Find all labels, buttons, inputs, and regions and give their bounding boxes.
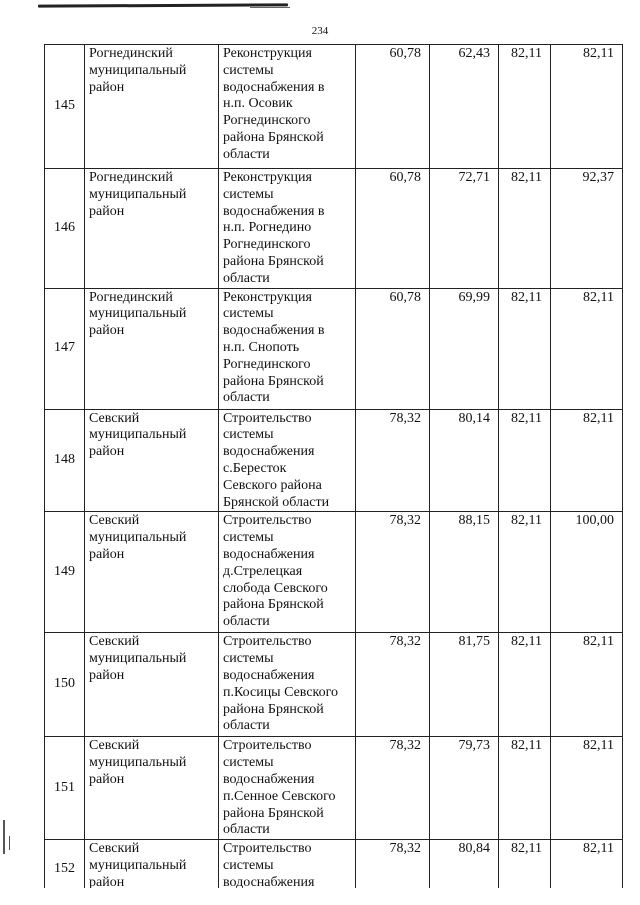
value-cell-3: 82,11	[499, 409, 551, 512]
district-cell: Севский муниципальный район	[85, 840, 219, 888]
row-number-cell: 146	[45, 169, 85, 289]
table-row	[45, 512, 623, 633]
table-row	[45, 840, 623, 888]
row-number-cell: 148	[45, 409, 85, 512]
row-number-cell: 152	[45, 840, 85, 888]
district-cell: Рогнединский муниципальный район	[85, 169, 219, 289]
value-cell-2: 69,99	[430, 288, 499, 409]
value-cell-4: 82,11	[551, 633, 623, 737]
value-cell-1: 60,78	[356, 45, 430, 169]
district-cell: Севский муниципальный район	[85, 737, 219, 840]
table-row	[45, 737, 623, 840]
value-cell-3: 82,11	[499, 737, 551, 840]
value-cell-2: 72,71	[430, 169, 499, 289]
value-cell-1: 78,32	[356, 409, 430, 512]
district-cell: Рогнединский муниципальный район	[85, 288, 219, 409]
value-cell-2: 79,73	[430, 737, 499, 840]
table-row	[45, 45, 623, 169]
row-number-cell: 149	[45, 512, 85, 633]
value-cell-3: 82,11	[499, 169, 551, 289]
district-cell: Севский муниципальный район	[85, 409, 219, 512]
project-name-cell: Реконструкция системы водоснабжения в н.п. Рогнедино Рогнединского района Брянской области	[219, 169, 356, 289]
project-name-cell: Строительство системы водоснабжения д.Стрелецкая слобода Севского района Брянской области	[219, 512, 356, 633]
value-cell-2: 62,43	[430, 45, 499, 169]
table-body	[45, 45, 623, 889]
value-cell-4: 82,11	[551, 737, 623, 840]
scan-speck	[3, 820, 5, 854]
value-cell-2: 80,14	[430, 409, 499, 512]
district-cell: Севский муниципальный район	[85, 512, 219, 633]
value-cell-3: 82,11	[499, 840, 551, 888]
scan-speck	[9, 836, 10, 850]
value-cell-2: 80,84	[430, 840, 499, 888]
value-cell-3: 82,11	[499, 633, 551, 737]
district-cell: Севский муниципальный район	[85, 633, 219, 737]
project-name-cell: Реконструкция системы водоснабжения в н.п. Снопоть Рогнединского района Брянской области	[219, 288, 356, 409]
value-cell-3: 82,11	[499, 288, 551, 409]
project-name-cell: Строительство системы водоснабжения п.Сенное Севского района Брянской области	[219, 737, 356, 840]
value-cell-3: 82,11	[499, 512, 551, 633]
table-row	[45, 288, 623, 409]
table-row	[45, 169, 623, 289]
value-cell-2: 88,15	[430, 512, 499, 633]
row-number-cell: 147	[45, 288, 85, 409]
value-cell-1: 78,32	[356, 840, 430, 888]
row-number-cell: 145	[45, 45, 85, 169]
value-cell-4: 92,37	[551, 169, 623, 289]
district-cell: Рогнединский муниципальный район	[85, 45, 219, 169]
table-row	[45, 409, 623, 512]
page-number: 234	[311, 25, 329, 37]
row-number-cell: 150	[45, 633, 85, 737]
value-cell-1: 60,78	[356, 288, 430, 409]
value-cell-1: 78,32	[356, 737, 430, 840]
project-name-cell: Строительство системы водоснабжения с.Бересток Севского района Брянской области	[219, 409, 356, 512]
value-cell-4: 82,11	[551, 409, 623, 512]
value-cell-4: 82,11	[551, 288, 623, 409]
water-supply-table	[44, 44, 623, 888]
project-name-cell: Строительство системы водоснабжения п.Косицы Севского района Брянской области	[219, 633, 356, 737]
row-number-cell: 151	[45, 737, 85, 840]
project-name-cell: Строительство системы водоснабжения	[219, 840, 356, 888]
value-cell-3: 82,11	[499, 45, 551, 169]
value-cell-4: 82,11	[551, 45, 623, 169]
value-cell-2: 81,75	[430, 633, 499, 737]
table-row	[45, 633, 623, 737]
project-name-cell: Реконструкция системы водоснабжения в н.п. Осовик Рогнединского района Брянской области	[219, 45, 356, 169]
value-cell-1: 78,32	[356, 512, 430, 633]
value-cell-1: 60,78	[356, 169, 430, 289]
value-cell-4: 100,00	[551, 512, 623, 633]
value-cell-4: 82,11	[551, 840, 623, 888]
value-cell-1: 78,32	[356, 633, 430, 737]
